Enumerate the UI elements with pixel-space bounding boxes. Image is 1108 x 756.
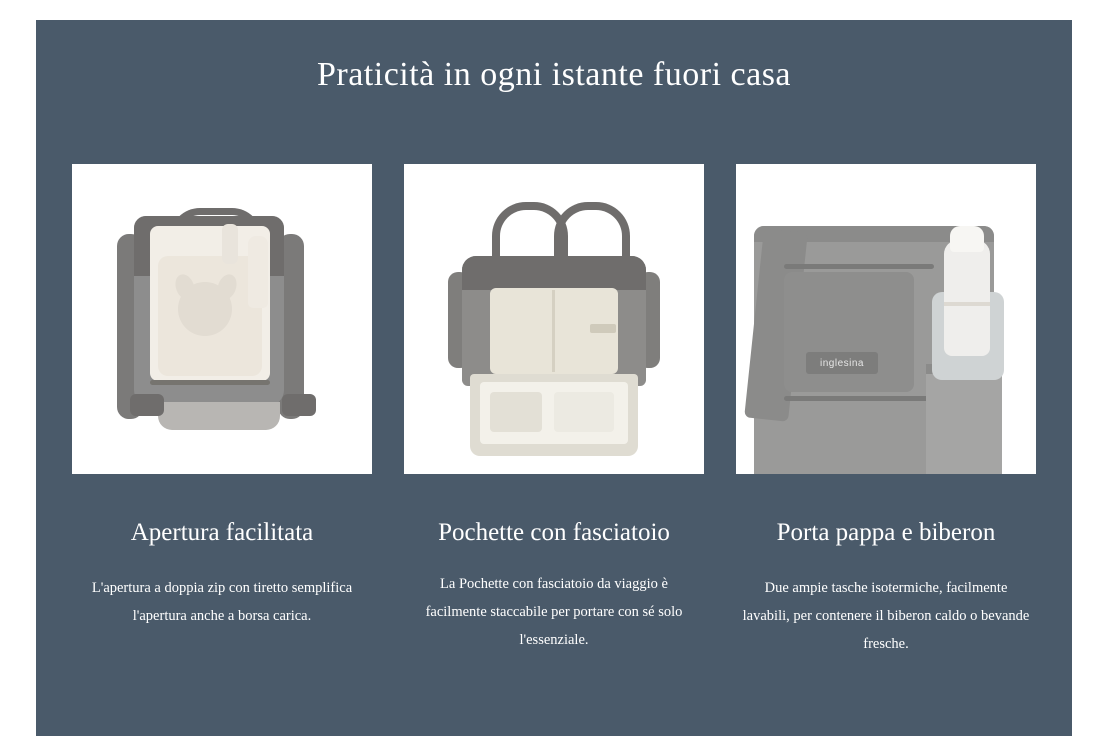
feature-card [736,164,1036,659]
baby-bottle-shape [944,240,990,356]
brand-tag-shape [590,324,616,333]
brand-label: inglesina [820,357,864,369]
card-description: Due ampie tasche isotermiche, facilmente lavabili, per contenere il biberon caldo o bevande fresche. [742,579,1030,653]
zipper-shape [150,380,270,385]
bottle-cap-shape [950,226,984,252]
card-description: L'apertura a doppia zip con tiretto semplifica l'apertura anche a borsa carica. [91,579,353,625]
feature-cards [36,164,1072,659]
feature-card [72,164,372,659]
small-bottle-shape [222,224,238,264]
side-tab-right-shape [282,394,316,416]
bag-with-changing-mat-photo [404,164,704,474]
feature-card [404,164,704,659]
card-description: La Pochette con fasciatoio da viaggio è facilmente staccabile per portare con sé solo l'essenziale. [425,575,683,649]
page-title: Praticità in ogni istante fuori casa [316,56,792,93]
brand-tag [806,352,878,374]
bottle-band-shape [944,302,990,306]
insulated-bottle-pocket-photo [736,164,1036,474]
card-title: Apertura facilitata [130,519,314,546]
card-title: Pochette con fasciatoio [438,519,670,546]
promo-banner [36,20,1072,736]
diaper-shape [490,392,542,432]
zipper-top-shape [784,264,934,269]
front-pocket-shape [784,272,914,392]
open-diaper-backpack-photo [72,164,372,474]
zipper-bottom-shape [784,396,934,401]
wipes-pack-shape [554,392,614,432]
bag-base-shape [158,402,280,430]
baby-bottle-shape [248,236,268,308]
side-pocket-shape [926,364,1002,474]
bag-top-panel-shape [462,256,646,290]
side-tab-left-shape [130,394,164,416]
panel-seam-shape [552,290,555,372]
card-title: Porta pappa e biberon [776,519,996,546]
